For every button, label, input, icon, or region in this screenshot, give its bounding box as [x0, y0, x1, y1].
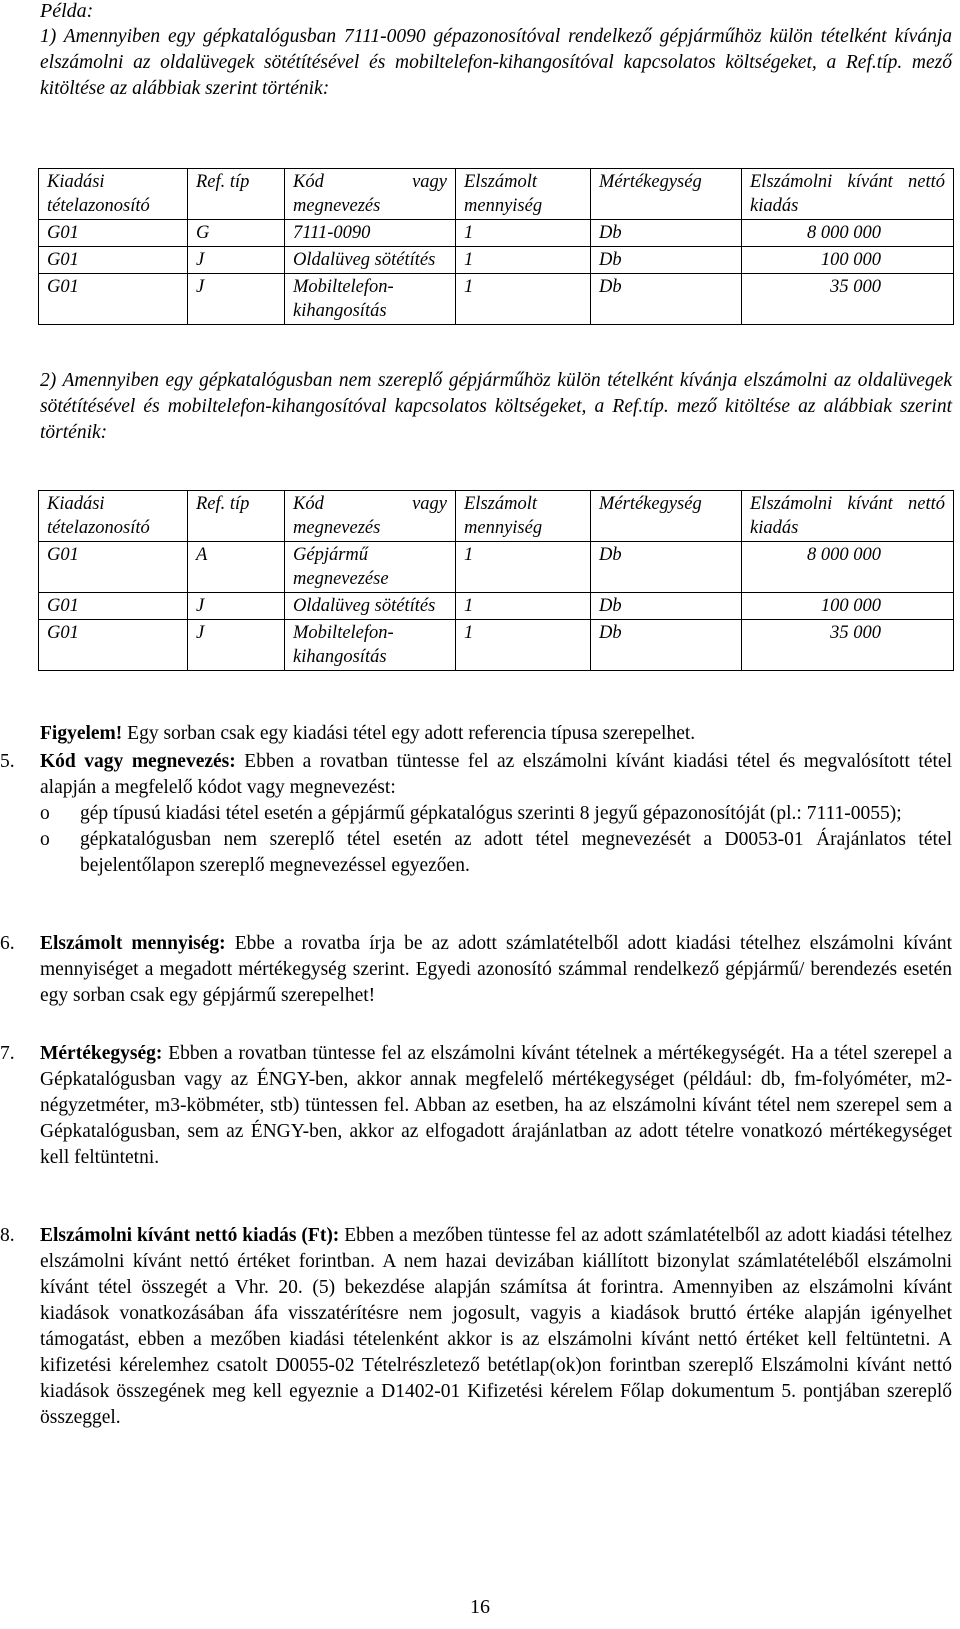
item-5 — [0, 749, 952, 879]
table-row — [39, 274, 954, 325]
table-cell: Db — [591, 220, 742, 247]
item-number: 6. — [0, 933, 15, 954]
table-cell: 1 — [456, 274, 591, 325]
item-text: Ebbe a rovatba írja be az adott számlatételből adott kiadási tételhez elszámolni kívánt mennyiséget a megadott mértékegység szerint. Egyedi azonosító számmal rendelkező gépjármű/ berendezés esetén egy sorban csak egy gépjármű szerepelhet! — [40, 933, 952, 1006]
table-cell: 35 000 — [742, 620, 954, 671]
table-cell: 1 — [456, 247, 591, 274]
table-cell: Db — [591, 542, 742, 593]
bullet-marker: o — [40, 829, 50, 850]
table-row — [39, 247, 954, 274]
item-title: Kód vagy megnevezés: — [40, 751, 236, 772]
table-cell: G01 — [39, 620, 188, 671]
item-8-paragraph — [0, 1223, 953, 1431]
warning-text: Egy sorban csak egy kiadási tétel egy adott referencia típusa szerepelhet. — [122, 723, 696, 744]
item-number: 5. — [0, 751, 15, 772]
reference-table-2 — [38, 490, 954, 671]
item-6 — [0, 931, 952, 1009]
header-cell: Kód vagy megnevezés — [285, 491, 456, 542]
item-number: 7. — [0, 1043, 15, 1064]
header-cell: Mértékegység — [591, 491, 742, 542]
table-cell: Db — [591, 593, 742, 620]
header-cell: Kiadási tételazonosító — [39, 491, 188, 542]
item-8 — [0, 1223, 953, 1431]
header-cell: Elszámolni kívánt nettó kiadás — [742, 169, 954, 220]
table-cell: Db — [591, 247, 742, 274]
table-cell: Db — [591, 274, 742, 325]
table-cell: G01 — [39, 220, 188, 247]
table-cell: G01 — [39, 247, 188, 274]
table-header-row — [39, 169, 954, 220]
table-cell: G01 — [39, 593, 188, 620]
example-2-text: 2) Amennyiben egy gépkatalógusban nem szereplő gépjárműhöz külön tételként kívánja elszámolni az oldalüvegek sötétítésével és mobiltelefon-kihangosítóval kapcsolatos költségeket, a Ref.típ. mező kitöltése az alábbiak szerint történik: — [40, 370, 952, 443]
example-heading: Példa: — [40, 0, 94, 22]
item-5-paragraph — [0, 749, 952, 801]
table-row — [39, 542, 954, 593]
item-6-paragraph — [0, 931, 952, 1009]
header-cell: Elszámolt mennyiség — [456, 491, 591, 542]
item-title: Elszámolt mennyiség: — [40, 933, 226, 954]
table-cell: 8 000 000 — [742, 220, 954, 247]
table-row — [39, 620, 954, 671]
table-cell: Oldalüveg sötétítés — [285, 247, 456, 274]
table-cell: 1 — [456, 542, 591, 593]
table-row — [39, 593, 954, 620]
table-cell: Mobiltelefon-kihangosítás — [285, 274, 456, 325]
bullet-text: gép típusú kiadási tétel esetén a gépjármű gépkatalógus szerinti 8 jegyű gépazonosítóját (pl.: 7111-0055); — [80, 803, 902, 824]
table-cell: J — [188, 247, 285, 274]
table-cell: 35 000 — [742, 274, 954, 325]
item-text: Ebben a rovatban tüntesse fel az elszámolni kívánt kiadási tétel és megvalósított tétel alapján a megfelelő kódot vagy megnevezést: — [40, 751, 952, 798]
header-cell: Elszámolt mennyiség — [456, 169, 591, 220]
header-cell: Kód vagy megnevezés — [285, 169, 456, 220]
table-cell: 100 000 — [742, 247, 954, 274]
table-cell: 7111-0090 — [285, 220, 456, 247]
table-cell: 8 000 000 — [742, 542, 954, 593]
item-7-paragraph — [0, 1041, 952, 1171]
table-cell: J — [188, 593, 285, 620]
table-cell: 100 000 — [742, 593, 954, 620]
bullet-item — [40, 827, 952, 879]
table-cell: J — [188, 274, 285, 325]
example-1-text: 1) Amennyiben egy gépkatalógusban 7111-0090 gépazonosítóval rendelkező gépjárműhöz külön tételként kívánja elszámolni az oldalüvegek sötétítésével és mobiltelefon-kihangosítóval kapcsolatos költségeket, a Ref.típ. mező kitöltése az alábbiak szerint történik: — [40, 26, 952, 99]
item-title: Elszámolni kívánt nettó kiadás (Ft): — [40, 1225, 340, 1246]
table-cell: 1 — [456, 593, 591, 620]
table-cell: J — [188, 620, 285, 671]
table-cell: G — [188, 220, 285, 247]
page-number: 16 — [470, 1596, 490, 1618]
table-cell: 1 — [456, 220, 591, 247]
header-cell: Ref. típ — [188, 491, 285, 542]
header-cell: Mértékegység — [591, 169, 742, 220]
item-number: 8. — [0, 1225, 15, 1246]
warning-label: Figyelem! — [40, 723, 123, 744]
header-cell: Elszámolni kívánt nettó kiadás — [742, 491, 954, 542]
item-title: Mértékegység: — [40, 1043, 163, 1064]
header-cell: Ref. típ — [188, 169, 285, 220]
table-row — [39, 220, 954, 247]
item-7 — [0, 1041, 952, 1171]
header-cell: Kiadási tételazonosító — [39, 169, 188, 220]
item-text: Ebben a mezőben tüntesse fel az adott számlatételből az adott kiadási tételhez elszámolni kívánt nettó értéket forintban. A nem hazai devizában kiállított bizonylat számlatételéből elszámolni kívánt tétel összegét a Vhr. 20. (5) bekezdése alapján számítsa át forintra. Amennyiben az elszámolni kívánt kiadások vonatkozásában áfa visszatérítésre nem jogosult, vagyis a kiadások bruttó értéke alapján igényelhet támogatást, ebben a mezőben kiadási tételenként akkor is az elszámolni kívánt nettó értéket kell feltüntetni. A kifizetési kérelemhez csatolt D0055-02 Tételrészletező betétlap(ok)on forintban szereplő Elszámolni kívánt nettó kiadások összegének meg kell egyeznie a D1402-01 Kifizetési kérelem Főlap dokumentum 5. pontjában szereplő összeggel. — [40, 1225, 953, 1428]
table-cell: Db — [591, 620, 742, 671]
item-text: Ebben a rovatban tüntesse fel az elszámolni kívánt tételnek a mértékegységét. Ha a tétel szerepel a Gépkatalógusban vagy az ÉNGY-ben, akkor annak megfelelő mértékegységet (például: db, fm-folyóméter, m2-négyzetméter, m3-köbméter, stb) tüntessen fel. Abban az esetben, ha az elszámolni kívánt tétel nem szerepel sem a Gépkatalógusban, sem az ÉNGY-ben, akkor az elfogadott árajánlatban az adott tételre vonatkozó mértékegységet kell feltüntetni. — [40, 1043, 952, 1168]
reference-table-1 — [38, 168, 954, 325]
table-cell: 1 — [456, 620, 591, 671]
bullet-item — [40, 801, 952, 827]
bullet-text: gépkatalógusban nem szereplő tétel esetén az adott tétel megnevezését a D0053-01 Árajánlatos tétel bejelentőlapon szereplő megnevezéssel egyezően. — [80, 829, 952, 876]
table-cell: G01 — [39, 542, 188, 593]
table-cell: Mobiltelefon-kihangosítás — [285, 620, 456, 671]
bullet-marker: o — [40, 803, 50, 824]
table-cell: Gépjármű megnevezése — [285, 542, 456, 593]
table-header-row — [39, 491, 954, 542]
table-cell: A — [188, 542, 285, 593]
table-cell: Oldalüveg sötétítés — [285, 593, 456, 620]
table-cell: G01 — [39, 274, 188, 325]
warning-paragraph — [40, 721, 952, 747]
